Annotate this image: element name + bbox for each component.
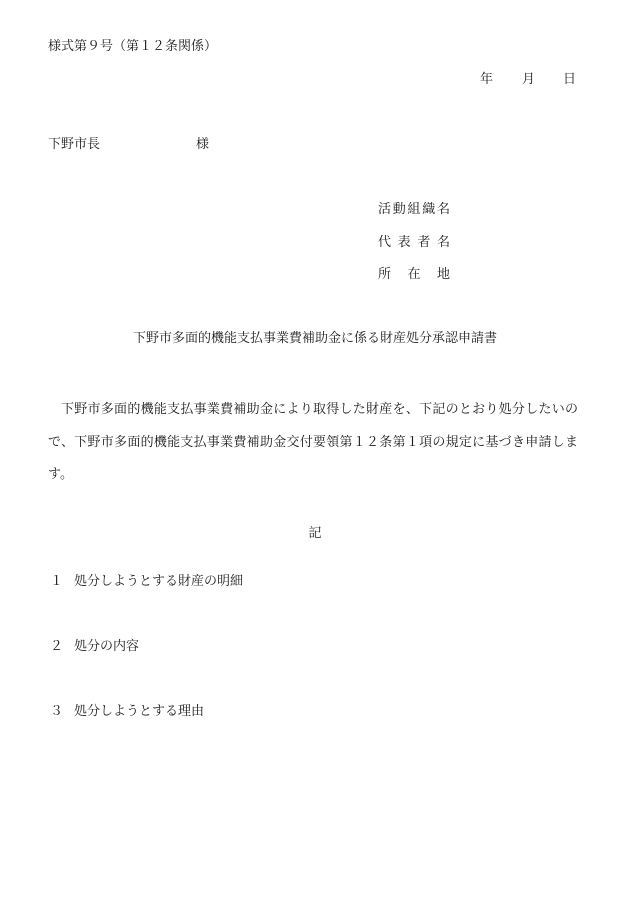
list-item <box>50 705 204 718</box>
date-month-label: 月 <box>522 72 536 87</box>
list-item <box>50 640 139 653</box>
addressee-name: 下野市長 <box>48 137 101 152</box>
org-name-char: 組 <box>407 202 421 217</box>
ki-heading: 記 <box>308 526 322 541</box>
item-text: 処分しようとする理由 <box>74 704 205 719</box>
date-year-label: 年 <box>480 72 494 87</box>
representative-char: 表 <box>397 235 411 250</box>
item-text: 処分しようとする財産の明細 <box>74 574 244 589</box>
date-day-label: 日 <box>563 72 577 87</box>
address-char: 地 <box>436 267 450 282</box>
representative-char: 代 <box>378 235 392 250</box>
representative-label <box>378 236 450 249</box>
form-number: 様式第９号（第１２条関係） <box>48 39 218 54</box>
item-text: 処分の内容 <box>74 639 140 654</box>
item-number: ３ <box>50 704 64 719</box>
addressee-honorific: 様 <box>196 137 210 152</box>
document-title: 下野市多面的機能支払事業費補助金に係る財産処分承認申請書 <box>132 331 497 346</box>
org-name-char: 名 <box>436 202 450 217</box>
representative-char: 者 <box>417 235 431 250</box>
body-paragraph: 下野市多面的機能支払事業費補助金により取得した財産を、下記のとおり処分したいので、下野市多面的機能支払事業費補助金交付要領第１２条第１項の規定に基づき申請します。 <box>48 402 578 482</box>
item-number: ２ <box>50 639 64 654</box>
org-name-char: 織 <box>422 202 436 217</box>
item-number: １ <box>50 574 64 589</box>
org-name-char: 活 <box>378 202 392 217</box>
org-name-label <box>378 203 450 216</box>
address-char: 在 <box>407 267 421 282</box>
address-char: 所 <box>378 267 392 282</box>
address-label <box>378 268 450 281</box>
list-item <box>50 575 243 588</box>
org-name-char: 動 <box>392 202 406 217</box>
representative-char: 名 <box>436 235 450 250</box>
